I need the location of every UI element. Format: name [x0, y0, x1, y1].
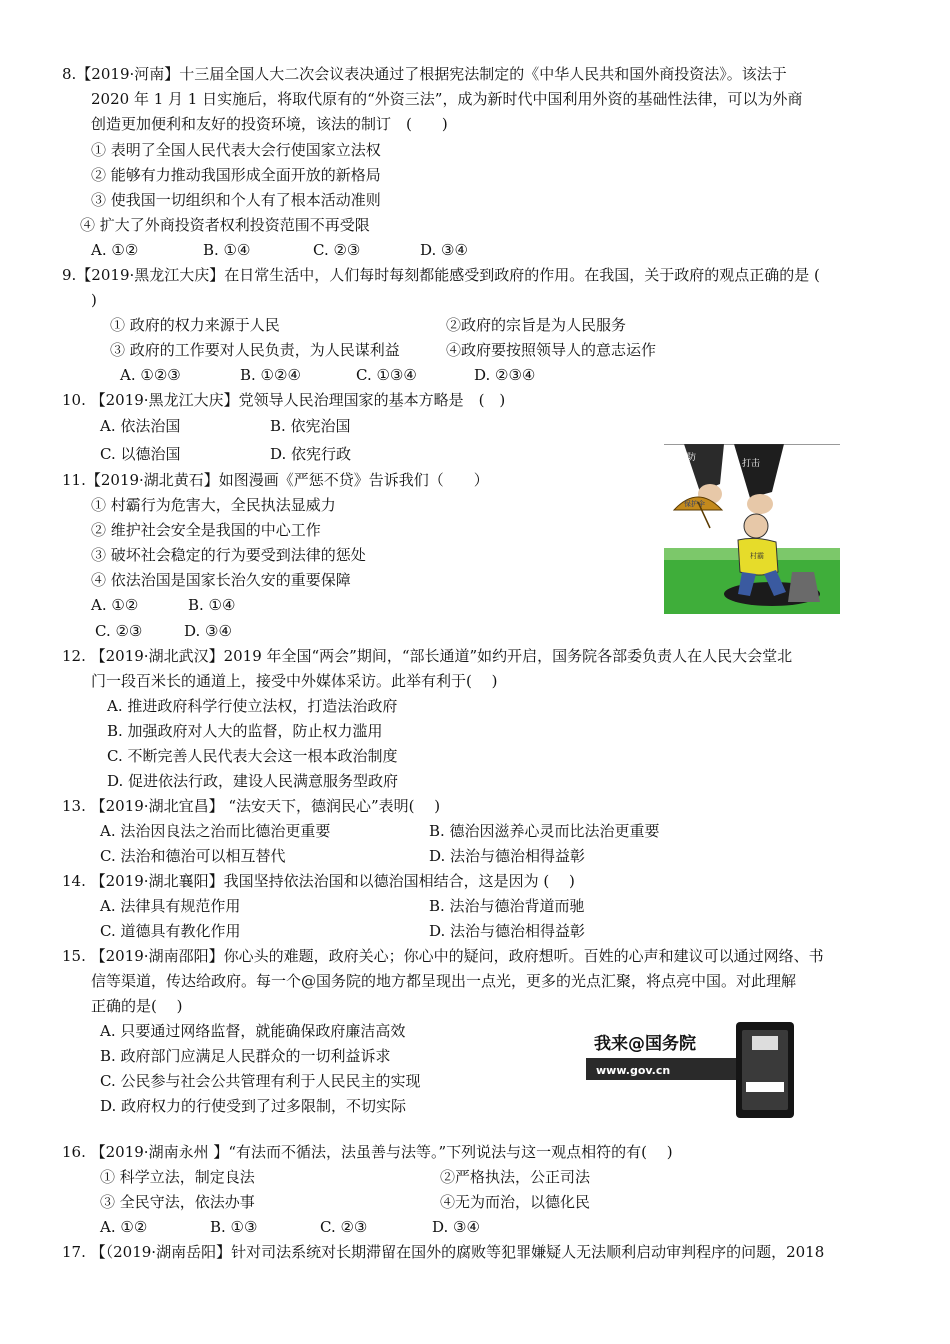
q9-option-2: ②政府的宗旨是为人民服务 [446, 316, 627, 334]
q13-choice-d: D. 法治与德治相得益彰 [429, 847, 586, 865]
q10-stem: 10. 【2019·黑龙江大庆】党领导人民治理国家的基本方略是 ( ) [62, 391, 506, 409]
q8-choice-b: B. ①④ [203, 241, 251, 259]
q11-option-1: ① 村霸行为危害大，全民执法显威力 [91, 496, 336, 514]
q13-choice-b: B. 德治因滋养心灵而比法治更重要 [429, 822, 660, 840]
q11-choice-d: D. ③④ [184, 622, 232, 640]
q9-choice-d: D. ②③④ [474, 366, 536, 384]
q14-choice-c: C. 道德具有教化作用 [100, 922, 241, 940]
q15-stem-line-3: 正确的是( ) [91, 997, 183, 1015]
q14-choice-a: A. 法律具有规范作用 [100, 897, 241, 915]
q12-stem-line-1: 12. 【2019·湖北武汉】2019 年全国“两会”期间，“部长通道”如约开启，国务院各部委负责人在人民大会堂北 [62, 647, 793, 665]
q12-choice-a: A. 推进政府科学行使立法权，打造法治政府 [107, 697, 398, 715]
q10-choice-d: D. 依宪行政 [270, 445, 352, 463]
q14-choice-b: B. 法治与德治背道而驰 [429, 897, 585, 915]
q9-stem-line-2: ) [91, 291, 97, 309]
banner-title: 我来@国务院 [594, 1034, 696, 1054]
q16-option-4: ④无为而治，以德化民 [440, 1193, 591, 1211]
q16-option-2: ②严格执法，公正司法 [440, 1168, 591, 1186]
q15-choice-c: C. 公民参与社会公共管理有利于人民民主的实现 [100, 1072, 421, 1090]
q12-stem-line-2: 门一段百米长的通道上，接受中外媒体采访。此举有利于( ) [91, 672, 498, 690]
q8-choice-d: D. ③④ [420, 241, 468, 259]
q17-stem: 17. 【（2019·湖南岳阳】针对司法系统对长期滞留在国外的腐败等犯罪嫌疑人无法顺利启动审判程序的问题，2018 [62, 1243, 825, 1261]
cartoon-shirt-label: 村霸 [750, 552, 764, 560]
q11-option-3: ③ 破坏社会稳定的行为要受到法律的惩处 [91, 546, 366, 564]
banner-url: www.gov.cn [596, 1064, 671, 1077]
q11-stem: 11.【2019·湖北黄石】如图漫画《严惩不贷》告诉我们（ ） [62, 471, 489, 489]
cartoon-label-left: 严防 [678, 453, 697, 463]
q9-choice-a: A. ①②③ [120, 366, 181, 384]
q11-choice-b: B. ①④ [188, 596, 236, 614]
q16-stem: 16. 【2019·湖南永州 】“有法而不循法，法虽善与法等。”下列说法与这一观点相符的有( ) [62, 1143, 673, 1161]
q10-choice-a: A. 依法治国 [100, 417, 181, 435]
q8-stem-line-3: 创造更加便利和友好的投资环境，该法的制订 ( ) [91, 115, 448, 133]
q16-choice-d: D. ③④ [432, 1218, 480, 1236]
cartoon-figure [664, 444, 840, 614]
gov-banner-figure [586, 1020, 798, 1120]
q15-stem-line-2: 信等渠道，传达给政府。每一个@国务院的地方都呈现出一点光，更多的光点汇聚，将点亮中国。对此理解 [91, 972, 797, 990]
q15-choice-d: D. 政府权力的行使受到了过多限制，不切实际 [100, 1097, 407, 1115]
q8-option-3: ③ 使我国一切组织和个人有了根本活动准则 [91, 191, 381, 209]
q11-choice-c: C. ②③ [95, 622, 143, 640]
q13-choice-c: C. 法治和德治可以相互替代 [100, 847, 286, 865]
q15-choice-a: A. 只要通过网络监督，就能确保政府廉洁高效 [100, 1022, 406, 1040]
q8-choice-c: C. ②③ [313, 241, 361, 259]
q13-stem: 13. 【2019·湖北宜昌】 “法安天下，德润民心”表明( ) [62, 797, 441, 815]
q9-stem-line-1: 9.【2019·黑龙江大庆】在日常生活中，人们每时每刻都能感受到政府的作用。在我国，关于政府的观点正确的是 ( [62, 266, 820, 284]
cartoon-illustration [664, 444, 840, 614]
q12-choice-b: B. 加强政府对人大的监督，防止权力滥用 [107, 722, 383, 740]
q11-option-2: ② 维护社会安全是我国的中心工作 [91, 521, 321, 539]
q9-option-4: ④政府要按照领导人的意志运作 [446, 341, 657, 359]
q16-choice-c: C. ②③ [320, 1218, 368, 1236]
q11-option-4: ④ 依法治国是国家长治久安的重要保障 [91, 571, 351, 589]
q16-choice-b: B. ①③ [210, 1218, 258, 1236]
q11-choice-a: A. ①② [91, 596, 139, 614]
cartoon-umbrella-label: 保护伞 [684, 500, 705, 508]
q10-choice-c: C. 以德治国 [100, 445, 181, 463]
q9-option-1: ① 政府的权力来源于人民 [110, 316, 280, 334]
q9-choice-b: B. ①②④ [240, 366, 301, 384]
q12-choice-c: C. 不断完善人民代表大会这一根本政治制度 [107, 747, 398, 765]
q8-stem-line-2: 2020 年 1 月 1 日实施后，将取代原有的“外资三法”，成为新时代中国利用外资的基础性法律，可以为外商 [91, 90, 803, 108]
q15-choice-b: B. 政府部门应满足人民群众的一切利益诉求 [100, 1047, 391, 1065]
q8-stem-line-1: 8.【2019·河南】十三届全国人大二次会议表决通过了根据宪法制定的《中华人民共和国外商投资法》。该法于 [62, 65, 787, 83]
q14-choice-d: D. 法治与德治相得益彰 [429, 922, 586, 940]
q12-choice-d: D. 促进依法行政，建设人民满意服务型政府 [107, 772, 399, 790]
q16-option-3: ③ 全民守法，依法办事 [100, 1193, 255, 1211]
q16-option-1: ① 科学立法，制定良法 [100, 1168, 255, 1186]
q8-option-1: ① 表明了全国人民代表大会行使国家立法权 [91, 141, 381, 159]
q9-option-3: ③ 政府的工作要对人民负责，为人民谋利益 [110, 341, 400, 359]
q15-stem-line-1: 15. 【2019·湖南邵阳】你心头的难题，政府关心；你心中的疑问，政府想听。百姓的心声和建议可以通过网络、书 [62, 947, 824, 965]
q16-choice-a: A. ①② [100, 1218, 148, 1236]
cartoon-label-right: 打击 [742, 459, 761, 469]
q10-choice-b: B. 依宪治国 [270, 417, 351, 435]
q14-stem: 14. 【2019·湖北襄阳】我国坚持依法治国和以德治国相结合，这是因为 ( ) [62, 872, 575, 890]
gov-banner-illustration [586, 1020, 798, 1120]
q8-option-4: ④ 扩大了外商投资者权利投资范围不再受限 [80, 216, 370, 234]
q13-choice-a: A. 法治因良法之治而比德治更重要 [100, 822, 331, 840]
q8-option-2: ② 能够有力推动我国形成全面开放的新格局 [91, 166, 381, 184]
q8-choice-a: A. ①② [91, 241, 139, 259]
q9-choice-c: C. ①③④ [356, 366, 417, 384]
